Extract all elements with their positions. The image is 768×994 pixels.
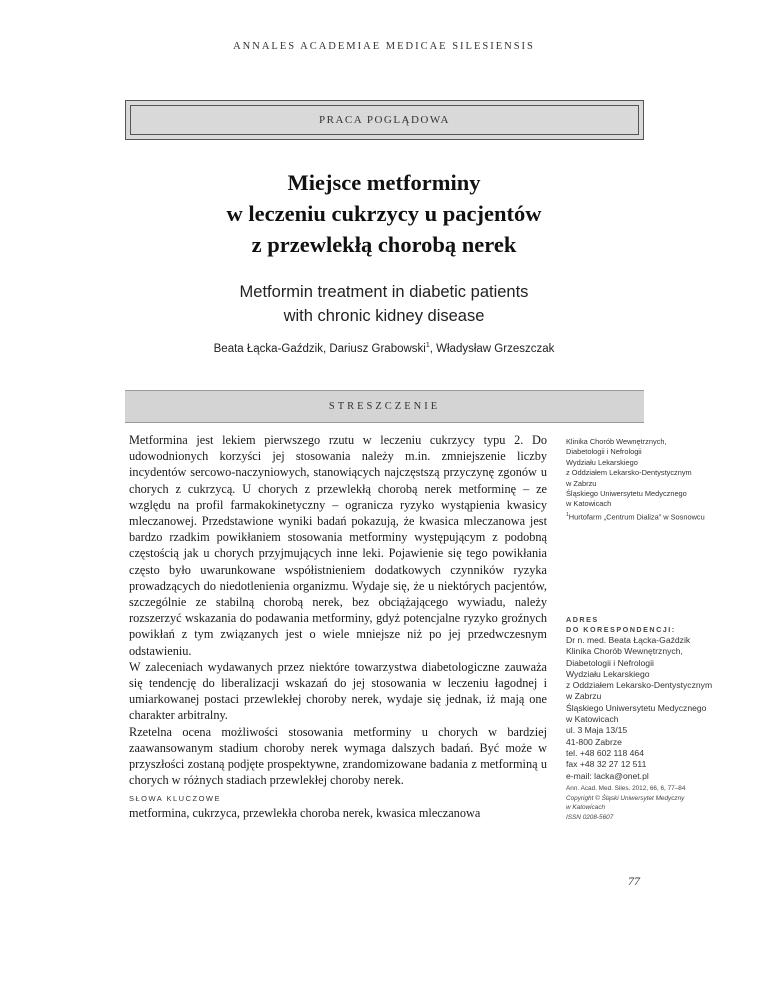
affiliation-extra: Hurtofarm „Centrum Dializa” w Sosnowcu: [568, 512, 705, 522]
title-line: z przewlekłą chorobą nerek: [251, 232, 517, 257]
article-english-title: [0, 280, 768, 328]
keywords-heading: SŁOWA KLUCZOWE: [129, 794, 221, 803]
abstract-body: [129, 432, 547, 788]
affiliation-line: w Zabrzu: [566, 478, 597, 488]
issn: ISSN 0208-5607: [566, 814, 614, 822]
title-line: Miejsce metforminy: [287, 170, 481, 195]
correspondence-line: ul. 3 Maja 13/15: [566, 725, 628, 736]
keywords-text: metformina, cukrzyca, przewlekła choroba nerek, kwasica mleczanowa: [129, 806, 481, 820]
subtitle-line: Metformin treatment in diabetic patients: [239, 283, 529, 301]
page-number: 77: [628, 874, 640, 888]
author-name: , Władysław Grzeszczak: [429, 342, 555, 355]
author-affiliation-marker: 1: [425, 342, 430, 349]
title-line: w leczeniu cukrzycy u pacjentów: [226, 201, 542, 226]
correspondence-address: [566, 635, 766, 782]
article-type-label: PRACA POGLĄDOWA: [130, 105, 639, 135]
correspondence-heading-line: DO KORESPONDENCJI:: [566, 625, 676, 634]
copyright-line: w Katowicach: [566, 804, 606, 812]
correspondence-line: fax +48 32 27 12 511: [566, 759, 647, 770]
affiliation-line: w Katowicach: [566, 499, 612, 509]
correspondence-line: Śląskiego Uniwersytetu Medycznego: [566, 702, 707, 713]
correspondence-heading: [566, 615, 676, 635]
abstract-paragraph: Metformina jest lekiem pierwszego rzutu w leczeniu cukrzycy typu 2. Do udowodnionych korzyści jej stosowania należy m.in. zmniejszenie liczby incydentów sercowo-naczyniowych, stanowiących najczęstszą przyczynę zgonów u chorych z cukrzycą. U chorych z przewlekłą chorobą nerek metforminę – ze względu na profil farmakokinetyczny – ogranicza ryzyko wystąpienia kwasicy mleczanowej. Przedstawione wyniki badań pokazują, że kwasica mleczanowa jest bardzo rzadkim powikłaniem stosowania metforminy występującym z podobną częstością jak u chorych przyjmujących inne leki. Pojawienie się tego powikłania często było uwarunkowane współistnieniem dodatkowych czynników ryzyka prowadzących do niedotlenienia organizmu. Wydaje się, że u niektórych pacjentów, szczególnie ze stabilną chorobą nerek, bez obciążającego wywiadu, należy rozszerzyć wskazania do podawania metforminy, gdyż potencjalne ryzyko groźnych powikłań z tym związanych jest o wiele mniejsze niż po jej przedwczesnym odstawieniu.: [129, 433, 547, 658]
journal-name: ANNALES ACADEMIAE MEDICAE SILESIENSIS: [233, 41, 535, 52]
correspondence-line: Diabetologii i Nefrologii: [566, 657, 654, 668]
affiliation-block: [566, 437, 766, 523]
correspondence-heading-line: ADRES: [566, 615, 599, 624]
article-type-box: [125, 100, 644, 140]
abstract-paragraph: W zaleceniach wydawanych przez niektóre towarzystwa diabetologiczne zauważa się tendencję do liberalizacji wskazań do jej stosowania w leczeniu łagodnej i umiarkowanej postaci przewlekłej choroby nerek, wydaje się jednak, iż mają one charakter arbitralny.: [129, 659, 547, 723]
correspondence-line: 41-800 Zabrze: [566, 736, 622, 747]
article-title: [0, 167, 768, 260]
affiliation-marker: 1: [566, 511, 569, 518]
affiliation-line: Wydziału Lekarskiego: [566, 457, 638, 467]
author-name: Beata Łącka-Gaździk,: [213, 342, 330, 355]
author-name: Dariusz Grabowski: [329, 342, 426, 355]
affiliation-line: z Oddziałem Lekarsko-Dentystycznym: [566, 468, 692, 478]
affiliation-line: [566, 510, 766, 523]
correspondence-line: Dr n. med. Beata Łącka-Gaździk: [566, 635, 691, 645]
correspondence-line: w Katowicach: [566, 714, 619, 725]
subtitle-line: with chronic kidney disease: [283, 307, 485, 325]
abstract-paragraph: Rzetelna ocena możliwości stosowania metforminy u chorych w bardziej zaawansowanym stadium choroby nerek wymaga dalszych badań. Być może w przyszłości zostaną podjęte prospektywne, zrandomizowane badania z metforminą u chorych w różnych stadiach przewlekłej choroby nerek.: [129, 724, 547, 788]
correspondence-line: z Oddziałem Lekarsko-Dentystycznym: [566, 680, 713, 691]
affiliation-line: Klinika Chorób Wewnętrznych,: [566, 437, 667, 446]
author-list: [0, 342, 768, 355]
correspondence-line: Klinika Chorób Wewnętrznych,: [566, 646, 683, 657]
citation-ref: Ann. Acad. Med. Siles. 2012, 66, 6, 77–84: [566, 785, 686, 792]
abstract-heading: STRESZCZENIE: [125, 390, 644, 423]
copyright-line: Copyright © Śląski Uniwersytet Medyczny: [566, 794, 685, 802]
correspondence-line: tel. +48 602 118 464: [566, 747, 644, 758]
correspondence-email: e-mail: lacka@onet.pl: [566, 770, 649, 781]
correspondence-line: Wydziału Lekarskiego: [566, 668, 650, 679]
citation-block: [566, 784, 766, 823]
affiliation-line: Śląskiego Uniwersytetu Medycznego: [566, 489, 687, 499]
correspondence-line: w Zabrzu: [566, 691, 602, 702]
affiliation-line: Diabetologii i Nefrologii: [566, 447, 642, 457]
